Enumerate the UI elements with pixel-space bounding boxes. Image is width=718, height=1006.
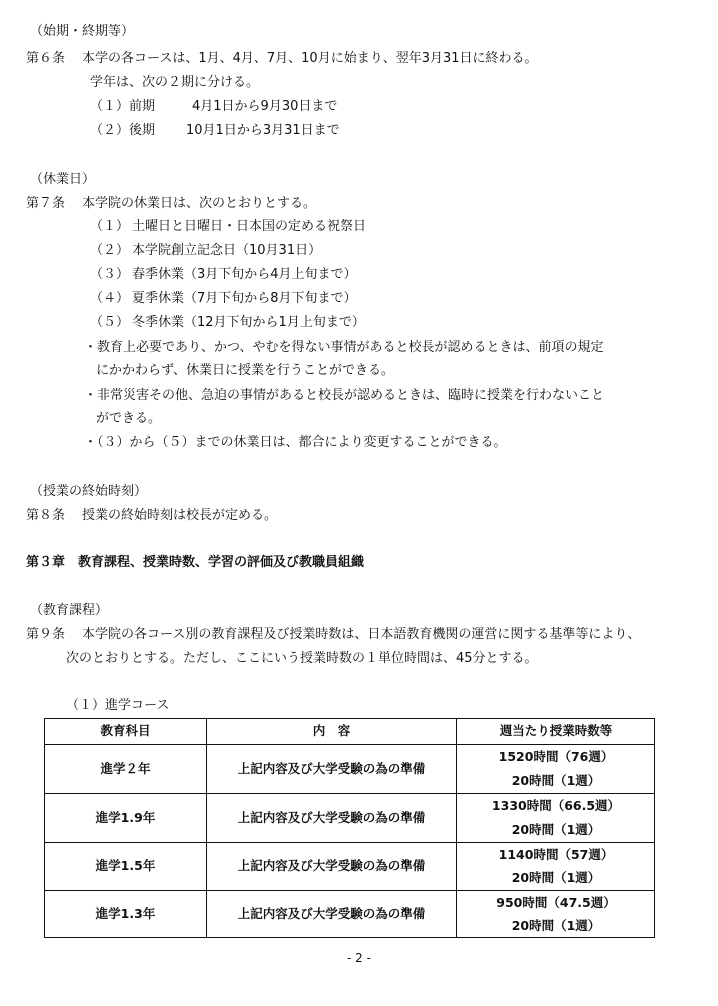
holiday-text: 夏季休業（7月下旬から8月下旬まで）: [132, 291, 357, 306]
holiday-text: 土曜日と日曜日・日本国の定める祝祭日: [132, 219, 367, 234]
table-row-subject: 進学２年: [100, 761, 151, 776]
table-row-divider: [45, 744, 654, 745]
term-value: 4月1日から9月30日まで: [192, 99, 338, 114]
table-row-divider: [45, 793, 654, 794]
section-heading-start-end: （始期・終期等）: [30, 24, 135, 39]
section-heading-class-times: （授業の終始時刻）: [30, 484, 148, 499]
table-row-subject: 進学1.3年: [95, 906, 156, 921]
article-6-text: 本学の各コースは、1月、4月、7月、10月に始まり、翌年3月31日に終わる。: [82, 51, 538, 66]
article-9-number: 第９条: [26, 627, 66, 642]
holiday-text: 本学院創立記念日（10月31日）: [132, 243, 322, 258]
table-header-hours: 週当たり授業時数等: [499, 723, 613, 738]
table-row-subject: 進学1.5年: [95, 858, 156, 873]
article-6-subtext: 学年は、次の２期に分ける。: [90, 75, 260, 90]
table-row-content: 上記内容及び大学受験の為の準備: [237, 858, 426, 873]
table-header-content: 内 容: [312, 723, 351, 738]
table-row-divider: [45, 890, 654, 891]
table-row-weekly-hours: 20時間（1週）: [511, 773, 601, 788]
section-heading-curriculum: （教育課程）: [30, 603, 109, 618]
term-label: （１）前期: [90, 99, 156, 114]
holiday-number: （１）: [90, 219, 130, 234]
table-row-weekly-hours: 20時間（1週）: [511, 870, 601, 885]
page-number: - 2 -: [347, 951, 371, 965]
table-row-hours: 1330時間（66.5週）: [491, 798, 621, 813]
holiday-text: 冬季休業（12月下旬から1月上旬まで）: [132, 315, 365, 330]
holiday-text: 春季休業（3月下旬から4月上旬まで）: [132, 267, 357, 282]
article-8-text: 授業の終始時刻は校長が定める。: [82, 508, 278, 523]
table-header-subject: 教育科目: [100, 723, 151, 738]
table-row-content: 上記内容及び大学受験の為の準備: [237, 761, 426, 776]
article-7-number: 第７条: [26, 196, 66, 211]
holiday-number: （３）: [90, 267, 130, 282]
term-value: 10月1日から3月31日まで: [186, 123, 340, 138]
course-title: （１）進学コース: [66, 698, 170, 713]
holiday-number: （５）: [90, 315, 130, 330]
holiday-note: ・非常災害その他、急迫の事情があると校長が認めるときは、臨時に授業を行わないこと: [84, 388, 605, 403]
holiday-note-continued: にかかわらず、休業日に授業を行うことができる。: [96, 363, 394, 378]
table-row-hours: 950時間（47.5週）: [496, 895, 616, 910]
table-row-subject: 進学1.9年: [95, 810, 156, 825]
term-label: （２）後期: [90, 123, 156, 138]
article-7-text: 本学院の休業日は、次のとおりとする。: [82, 196, 317, 211]
table-row-hours: 1140時間（57週）: [498, 847, 614, 862]
article-8-number: 第８条: [26, 508, 66, 523]
table-row-weekly-hours: 20時間（1週）: [511, 918, 601, 933]
table-row-weekly-hours: 20時間（1週）: [511, 822, 601, 837]
table-row-divider: [45, 842, 654, 843]
table-row-hours: 1520時間（76週）: [498, 749, 614, 764]
table-column-divider: [206, 719, 207, 937]
holiday-note: ・（３）から（５）までの休業日は、都合により変更することができる。: [84, 435, 507, 450]
curriculum-table: [44, 718, 655, 938]
article-9-text: 本学院の各コース別の教育課程及び授業時数は、日本語教育機関の運営に関する基準等により、: [82, 627, 641, 642]
table-row-content: 上記内容及び大学受験の為の準備: [237, 810, 426, 825]
holiday-note: ・教育上必要であり、かつ、やむを得ない事情があると校長が認めるときは、前項の規定: [84, 340, 604, 355]
section-heading-holidays: （休業日）: [30, 172, 96, 187]
article-6-number: 第６条: [26, 51, 66, 66]
table-row-content: 上記内容及び大学受験の為の準備: [237, 906, 426, 921]
article-9-text-continued: 次のとおりとする。ただし、ここにいう授業時数の１単位時間は、45分とする。: [66, 651, 538, 666]
chapter-heading: 第３章 教育課程、授業時数、学習の評価及び教職員組織: [26, 555, 365, 570]
holiday-number: （４）: [90, 291, 130, 306]
holiday-number: （２）: [90, 243, 130, 258]
holiday-note-continued: ができる。: [96, 411, 162, 426]
